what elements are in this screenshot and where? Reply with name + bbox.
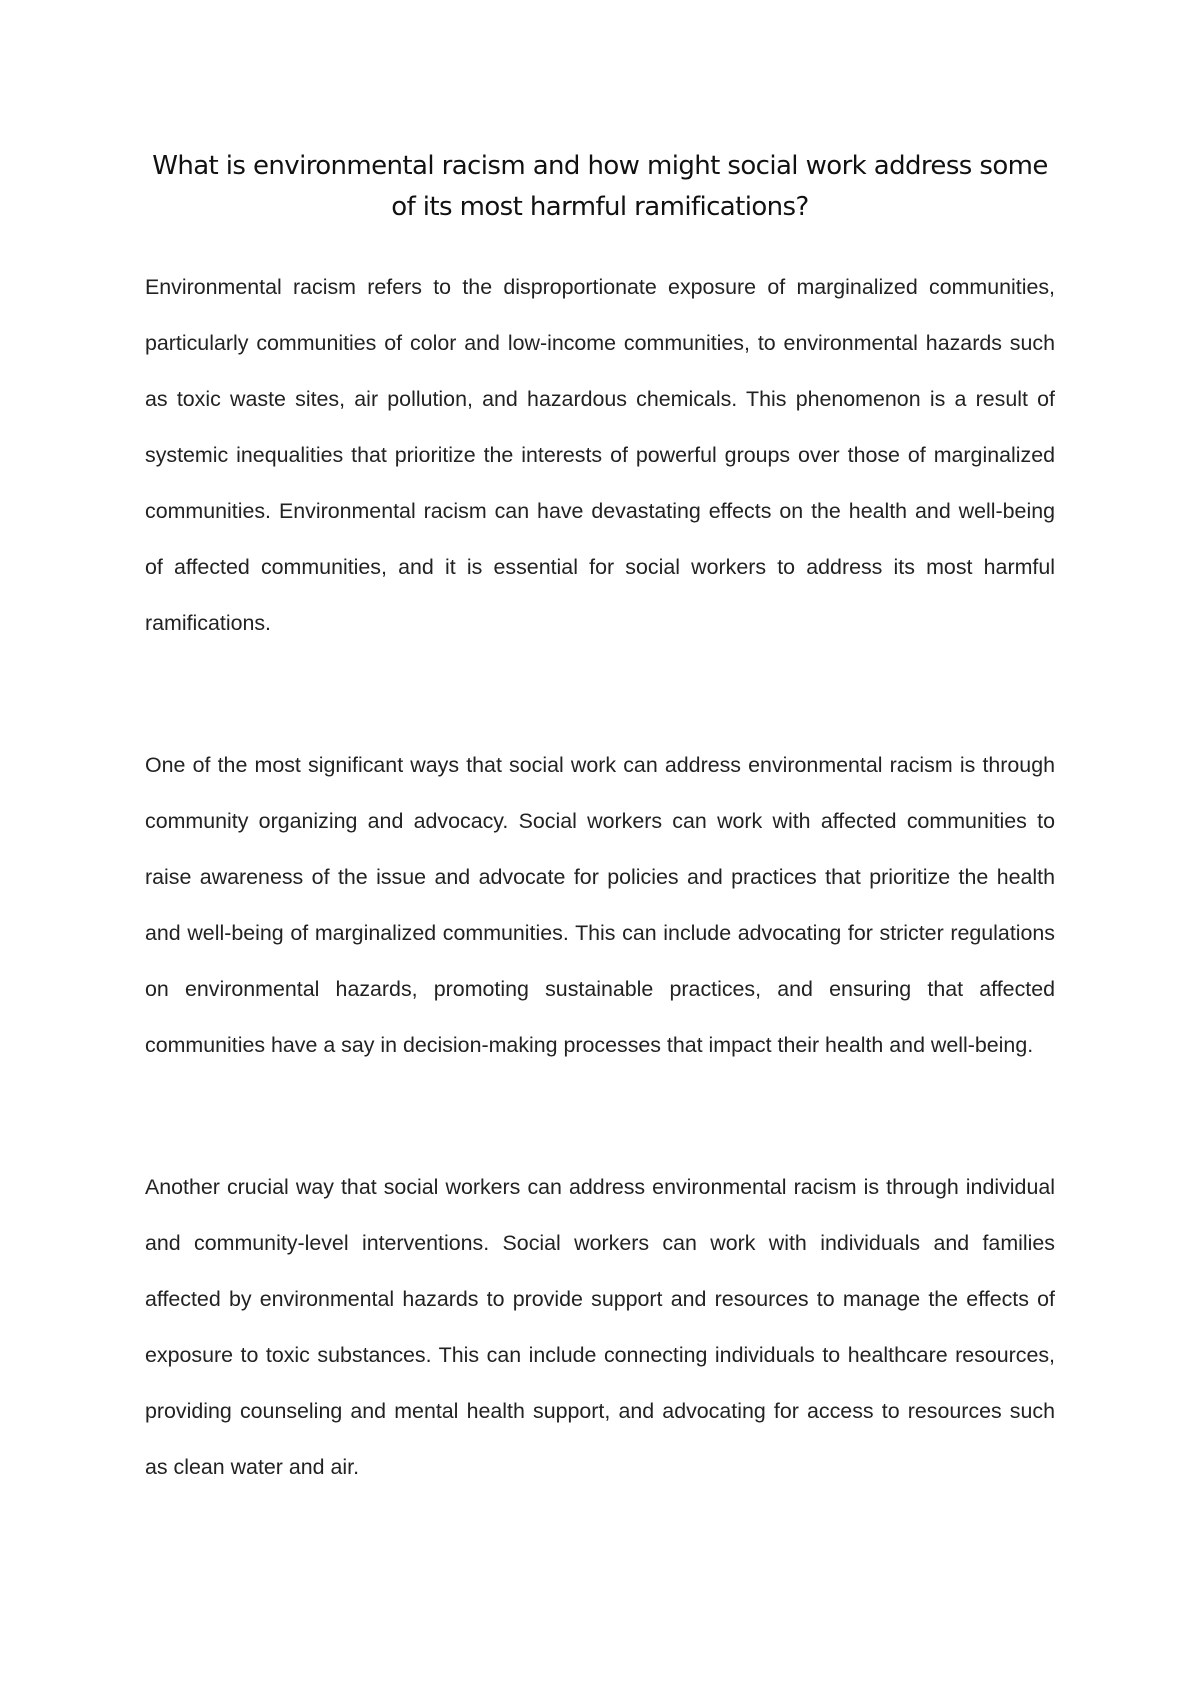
document-title: What is environmental racism and how might social work address some of its most harmful ramifications?: [152, 151, 1048, 222]
paragraph-1: Environmental racism refers to the disproportionate exposure of marginalized communities, particularly communities of color and low-income communities, to environmental hazards such as toxic waste sites, air pollution, and hazardous chemicals. This phenomenon is a result of systemic inequalities that prioritize the interests of powerful groups over those of marginalized communities. Environmental racism can have devastating effects on the health and well-being of affected communities, and it is essential for social workers to address its most harmful ramifications.: [145, 275, 1055, 635]
paragraph-3: Another crucial way that social workers can address environmental racism is through individual and community-level interventions. Social workers can work with individuals and families affected by environmental hazards to provide support and resources to manage the effects of exposure to toxic substances. This can include connecting individuals to healthcare resources, providing counseling and mental health support, and advocating for access to resources such as clean water and air.: [145, 1175, 1055, 1479]
paragraph-2: One of the most significant ways that social work can address environmental racism is through community organizing and advocacy. Social workers can work with affected communities to raise awareness of the issue and advocate for policies and practices that prioritize the health and well-being of marginalized communities. This can include advocating for stricter regulations on environmental hazards, promoting sustainable practices, and ensuring that affected communities have a say in decision-making processes that impact their health and well-being.: [145, 753, 1055, 1057]
